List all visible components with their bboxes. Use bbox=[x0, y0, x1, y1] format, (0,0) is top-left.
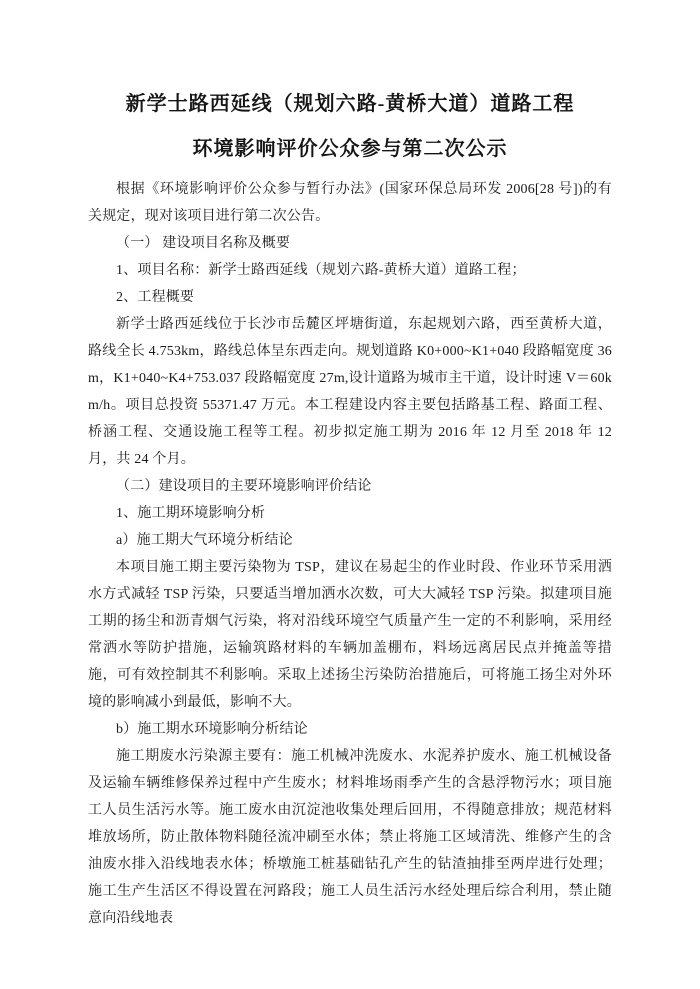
doc-title-line-1: 新学士路西延线（规划六路-黄桥大道）道路工程 bbox=[125, 93, 575, 115]
air-impact-paragraph: 本项目施工期主要污染物为 TSP，建议在易起尘的作业时段、作业环节采用洒水方式减轻 TSP 污染，只要适当增加洒水次数，可大大减轻 TSP 污染。拟建项目施工期的扬尘和沥青烟气污染，将对沿线环境空气质量产生一定的不利影响，采用经常洒水等防护措施，运输筑路材料的车辆加盖棚布，料场远离居民点并掩盖等措施，可有效控制其不利影响。采取上述扬尘污染防治措施后，可将施工扬尘对外环境的影响减小到最低，影响不大。 bbox=[88, 560, 612, 710]
air-impact-heading: a）施工期大气环境分析结论 bbox=[116, 533, 293, 548]
section-2-heading: （二）建设项目的主要环境影响评价结论 bbox=[116, 479, 372, 494]
water-impact-paragraph: 施工期废水污染源主要有：施工机械冲洗废水、水泥养护废水、施工机械设备及运输车辆维修保养过程中产生废水；材料堆场雨季产生的含悬浮物污水；项目施工人员生活污水等。施工废水由沉淀池收集处理后回用，不得随意排放；规范材料堆放场所，防止散体物料随径流冲刷至水体；禁止将施工区域清洗、维修产生的含油废水排入沿线地表水体；桥墩施工桩基础钻孔产生的钻渣抽排至两岸进行处理；施工生产生活区不得设置在河路段；施工人员生活污水经处理后综合利用，禁止随意向沿线地表 bbox=[88, 749, 612, 926]
doc-title bbox=[88, 82, 612, 172]
water-impact-heading: b）施工期水环境影响分析结论 bbox=[116, 722, 308, 737]
section-1-heading: （一） 建设项目名称及概要 bbox=[116, 236, 291, 251]
item-1-project-name: 1、项目名称：新学士路西延线（规划六路-黄桥大道）道路工程； bbox=[116, 263, 526, 278]
construction-impact-heading: 1、施工期环境影响分析 bbox=[116, 506, 266, 521]
intro-paragraph: 根据《环境影响评价公众参与暂行办法》(国家环保总局环发 2006[28 号])的有关规定，现对该项目进行第二次公告。 bbox=[88, 182, 612, 224]
doc-title-line-2: 环境影响评价公众参与第二次公示 bbox=[192, 138, 508, 160]
project-overview-paragraph: 新学士路西延线位于长沙市岳麓区坪塘街道，东起规划六路，西至黄桥大道，路线全长 4.753km，路线总体呈东西走向。规划道路 K0+000~K1+040 段路幅宽度 36m，K1+040~K4+753.037 段路幅宽度 27m,设计道路为城市主干道，设计时速 V＝60km/h。项目总投资 55371.47 万元。本工程建设内容主要包括路基工程、路面工程、桥涵工程、交通设施工程等工程。初步拟定施工期为 2016 年 12 月至 2018 年 12 月，共 24 个月。 bbox=[88, 317, 612, 467]
doc-body bbox=[88, 176, 612, 932]
item-2-overview-heading: 2、工程概要 bbox=[116, 290, 195, 305]
